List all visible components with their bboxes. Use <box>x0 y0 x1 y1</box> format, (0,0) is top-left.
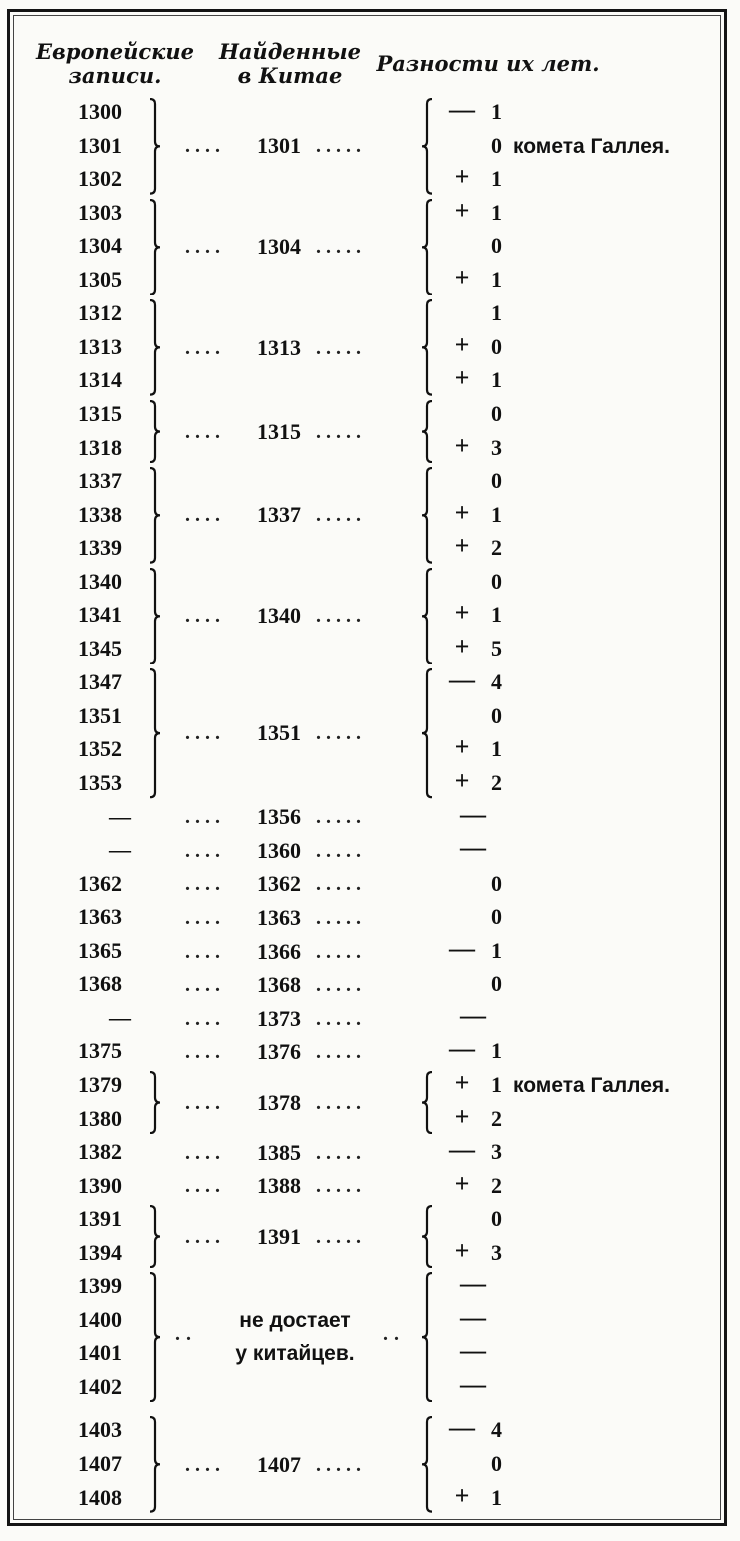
chinese-year: 1304 <box>257 233 301 259</box>
difference-sign: + <box>454 631 470 661</box>
leader-dots-right: ..... <box>316 1041 366 1064</box>
leader-dots-right: ..... <box>316 336 366 359</box>
leader-dots-left: .... <box>185 974 225 997</box>
european-year: 1368 <box>78 971 122 997</box>
difference-value: 1 <box>491 300 502 326</box>
european-year: 1345 <box>78 635 122 661</box>
difference-sign: + <box>454 162 470 192</box>
european-year: 1407 <box>78 1451 122 1476</box>
difference-dash: — <box>460 1269 486 1299</box>
leader-dots-left: .... <box>185 1453 225 1476</box>
brace-right <box>148 568 162 665</box>
difference-sign: + <box>454 1168 470 1198</box>
leader-dots-left: .... <box>185 873 225 896</box>
difference-sign: + <box>454 363 470 393</box>
leader-dots-left: .... <box>185 940 225 963</box>
leader-dots-right: ..... <box>316 1225 366 1248</box>
european-year: 1362 <box>78 870 122 896</box>
european-year: 1375 <box>78 1038 122 1064</box>
european-year: 1351 <box>78 702 122 728</box>
leader-dots-left: .... <box>185 722 225 745</box>
leader-dots-left: .... <box>185 235 225 258</box>
difference-dash: — <box>460 799 486 829</box>
chinese-year: 1340 <box>257 603 301 629</box>
leader-dots-right: ..... <box>316 839 366 862</box>
european-year: 1347 <box>78 669 122 695</box>
brace-left <box>420 199 434 296</box>
difference-value: 3 <box>491 434 502 460</box>
difference-dash: — <box>460 1000 486 1030</box>
european-year: — <box>109 803 131 829</box>
header-european-line1: Европейские <box>35 39 194 64</box>
chinese-year: 1337 <box>257 502 301 528</box>
difference-value: 1 <box>491 937 502 963</box>
difference-value: 3 <box>491 1239 502 1265</box>
header-european-line2: записи. <box>68 63 162 88</box>
brace-right <box>148 467 162 564</box>
chinese-year: 1388 <box>257 1173 301 1199</box>
leader-dots-right: .. <box>383 1323 405 1346</box>
chinese-year: 1363 <box>257 904 301 930</box>
difference-sign: + <box>454 531 470 561</box>
leader-dots-right: ..... <box>316 135 366 158</box>
leader-dots-right: ..... <box>316 906 366 929</box>
leader-dots-left: .... <box>185 1007 225 1030</box>
difference-sign: — <box>449 1034 475 1064</box>
leader-dots-left: .... <box>185 605 225 628</box>
header-chinese-line2: в Китае <box>237 63 343 88</box>
difference-value: 1 <box>491 736 502 762</box>
european-year: 1303 <box>78 199 122 225</box>
difference-value: 0 <box>491 971 502 997</box>
difference-value: 0 <box>491 702 502 728</box>
european-year: 1353 <box>78 770 122 795</box>
difference-sign: — <box>449 933 475 963</box>
european-year: 1313 <box>78 333 122 359</box>
european-year: 1340 <box>78 568 122 594</box>
difference-value: 0 <box>491 568 502 594</box>
european-year: 1341 <box>78 602 122 628</box>
difference-sign: — <box>449 1135 475 1165</box>
difference-value: 1 <box>491 1071 502 1097</box>
european-year: 1399 <box>78 1273 122 1299</box>
brace-left <box>420 668 434 798</box>
european-year: 1312 <box>78 300 122 326</box>
difference-value: 1 <box>491 501 502 527</box>
difference-value: 0 <box>491 233 502 259</box>
european-year: 1337 <box>78 468 122 494</box>
leader-dots-left: .... <box>185 135 225 158</box>
brace-left <box>420 98 434 195</box>
difference-sign: — <box>449 1413 475 1443</box>
leader-dots-left: .... <box>185 504 225 527</box>
leader-dots-right: ..... <box>316 235 366 258</box>
brace-left <box>420 299 434 396</box>
european-year: 1352 <box>78 736 122 762</box>
difference-sign: + <box>454 262 470 292</box>
difference-sign: + <box>454 732 470 762</box>
difference-value: 2 <box>491 535 502 561</box>
chinese-year: 1313 <box>257 334 301 360</box>
brace-left <box>420 568 434 665</box>
chinese-year: 1360 <box>257 837 301 863</box>
european-year: 1380 <box>78 1105 122 1131</box>
difference-value: 1 <box>491 367 502 393</box>
european-year: 1379 <box>78 1071 122 1097</box>
chinese-year: 1315 <box>257 418 301 444</box>
difference-value: 4 <box>491 1417 502 1443</box>
chinese-year: 1378 <box>257 1089 301 1115</box>
comet-note: комета Галлея. <box>513 134 670 158</box>
difference-value: 3 <box>491 1139 502 1165</box>
brace-right <box>148 98 162 195</box>
european-year: 1403 <box>78 1417 122 1443</box>
difference-dash: — <box>460 833 486 863</box>
chinese-year: 1351 <box>257 720 301 746</box>
leader-dots-left: .... <box>185 906 225 929</box>
chinese-year: 1362 <box>257 871 301 897</box>
leader-dots-right: ..... <box>316 605 366 628</box>
difference-value: 1 <box>491 199 502 225</box>
european-year: 1394 <box>78 1239 122 1265</box>
difference-dash: — <box>460 1336 486 1366</box>
european-year: 1318 <box>78 434 122 460</box>
leader-dots-left: .... <box>185 336 225 359</box>
european-year: 1382 <box>78 1139 122 1165</box>
european-year: 1401 <box>78 1340 122 1366</box>
leader-dots-left: .... <box>185 1175 225 1198</box>
chinese-year: 1301 <box>257 133 301 159</box>
european-year: 1402 <box>78 1373 122 1399</box>
european-year: 1315 <box>78 400 122 426</box>
leader-dots-right: ..... <box>316 974 366 997</box>
difference-sign: + <box>454 430 470 460</box>
brace-right <box>148 1205 162 1268</box>
leader-dots-left: .... <box>185 806 225 829</box>
chinese-year: 1373 <box>257 1005 301 1031</box>
leader-dots-left: .... <box>185 1041 225 1064</box>
european-year: — <box>109 1004 131 1030</box>
header-chinese <box>210 40 370 88</box>
european-year: 1338 <box>78 501 122 527</box>
leader-dots-right: ..... <box>316 1007 366 1030</box>
difference-value: 1 <box>491 166 502 192</box>
difference-value: 1 <box>491 266 502 292</box>
leader-dots-right: ..... <box>316 940 366 963</box>
difference-value: 1 <box>491 99 502 124</box>
difference-value: 0 <box>491 1206 502 1232</box>
difference-sign: — <box>449 95 475 124</box>
difference-sign: + <box>454 1235 470 1265</box>
european-year: 1300 <box>78 99 122 124</box>
leader-dots-left: .... <box>185 839 225 862</box>
difference-sign: + <box>454 766 470 795</box>
leader-dots-right: ..... <box>316 1091 366 1114</box>
difference-value: 0 <box>491 400 502 426</box>
brace-right <box>148 400 162 463</box>
european-year: 1408 <box>78 1484 122 1510</box>
difference-sign: + <box>454 329 470 359</box>
chinese-missing-line: у китайцев. <box>235 1342 355 1366</box>
chinese-year: 1407 <box>257 1451 301 1477</box>
difference-sign: + <box>454 1067 470 1097</box>
european-year: 1304 <box>78 233 122 259</box>
chinese-year: 1356 <box>257 804 301 830</box>
difference-sign: — <box>449 665 475 695</box>
difference-dash: — <box>460 1302 486 1332</box>
brace-left <box>420 1205 434 1268</box>
european-year: 1302 <box>78 166 122 192</box>
chinese-year: 1368 <box>257 972 301 998</box>
european-year: 1363 <box>78 904 122 930</box>
brace-right <box>148 1416 162 1513</box>
difference-sign: + <box>454 497 470 527</box>
leader-dots-right: ..... <box>316 504 366 527</box>
leader-dots-left: .... <box>185 1141 225 1164</box>
european-year: 1365 <box>78 937 122 963</box>
difference-value: 1 <box>491 1484 502 1510</box>
leader-dots-right: ..... <box>316 420 366 443</box>
brace-right <box>148 1272 162 1402</box>
leader-dots-right: ..... <box>316 806 366 829</box>
leader-dots-right: ..... <box>316 1175 366 1198</box>
leader-dots-right: ..... <box>316 873 366 896</box>
difference-value: 0 <box>491 468 502 494</box>
european-year: 1301 <box>78 132 122 158</box>
brace-left <box>420 400 434 463</box>
difference-value: 1 <box>491 1038 502 1064</box>
brace-left <box>420 467 434 564</box>
difference-sign: + <box>454 195 470 225</box>
difference-value: 2 <box>491 1105 502 1131</box>
european-year: 1339 <box>78 535 122 561</box>
difference-sign: + <box>454 598 470 628</box>
leader-dots-left: .... <box>185 1091 225 1114</box>
difference-value: 0 <box>491 870 502 896</box>
difference-value: 0 <box>491 333 502 359</box>
difference-value: 5 <box>491 635 502 661</box>
comet-note: комета Галлея. <box>513 1073 670 1097</box>
leader-dots-left: .... <box>185 1225 225 1248</box>
header-european <box>30 40 200 88</box>
brace-right <box>148 1071 162 1134</box>
chinese-missing-note <box>195 1304 395 1370</box>
leader-dots-right: ..... <box>316 722 366 745</box>
leader-dots-right: ..... <box>316 1141 366 1164</box>
chinese-year: 1385 <box>257 1139 301 1165</box>
difference-value: 2 <box>491 1172 502 1198</box>
european-year: 1390 <box>78 1172 122 1198</box>
chinese-year: 1391 <box>257 1223 301 1249</box>
brace-right <box>148 668 162 798</box>
chinese-year: 1376 <box>257 1039 301 1065</box>
chinese-year: 1366 <box>257 938 301 964</box>
difference-sign: + <box>454 1480 470 1510</box>
brace-left <box>420 1416 434 1513</box>
leader-dots-left: .. <box>175 1323 197 1346</box>
difference-value: 0 <box>491 132 502 158</box>
header-chinese-line1: Найденные <box>218 39 362 64</box>
european-year: — <box>109 837 131 863</box>
european-year: 1400 <box>78 1306 122 1332</box>
brace-right <box>148 299 162 396</box>
difference-value: 4 <box>491 669 502 695</box>
brace-left <box>420 1272 434 1402</box>
difference-value: 1 <box>491 602 502 628</box>
header-differences: Разности их лет. <box>376 51 600 76</box>
chinese-missing-line: не достает <box>239 1309 351 1333</box>
brace-left <box>420 1071 434 1134</box>
difference-sign: + <box>454 1101 470 1131</box>
leader-dots-right: ..... <box>316 1453 366 1476</box>
european-year: 1314 <box>78 367 122 393</box>
difference-value: 0 <box>491 1451 502 1476</box>
european-year: 1391 <box>78 1206 122 1232</box>
difference-value: 0 <box>491 904 502 930</box>
leader-dots-left: .... <box>185 420 225 443</box>
brace-right <box>148 199 162 296</box>
difference-value: 2 <box>491 770 502 795</box>
european-year: 1305 <box>78 266 122 292</box>
difference-dash: — <box>460 1369 486 1399</box>
